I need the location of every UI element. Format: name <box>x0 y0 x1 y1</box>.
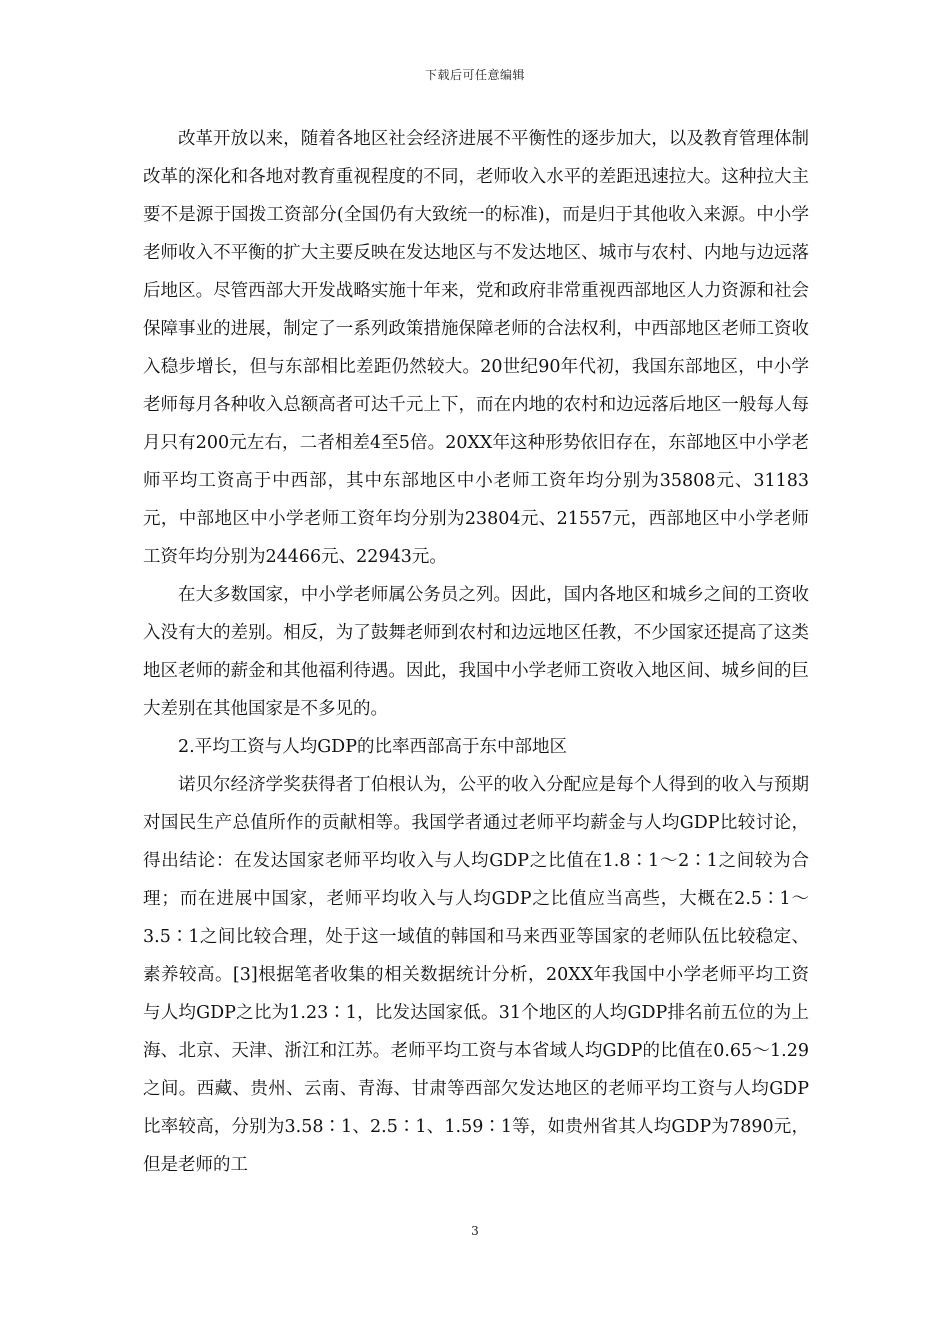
paragraph-other-countries: 在大多数国家，中小学老师属公务员之列。因此，国内各地区和城乡之间的工资收入没有大的差别。相反，为了鼓舞老师到农村和边远地区任教，不少国家还提高了这类地区老师的薪金和其他福利待遇。因此，我国中小学老师工资收入地区间、城乡间的巨大差别在其他国家是不多见的。 <box>143 585 809 719</box>
section-heading-gdp-ratio: 2.平均工资与人均GDP的比率西部高于东中部地区 <box>178 737 567 757</box>
page-number: 3 <box>471 1224 479 1238</box>
page-header: 下载后可任意编辑 <box>424 68 525 82</box>
document-body <box>143 120 809 1184</box>
paragraph-income-gap: 改革开放以来，随着各地区社会经济进展不平衡性的逐步加大，以及教育管理体制改革的深化和各地对教育重视程度的不同，老师收入水平的差距迅速拉大。这种拉大主要不是源于国拨工资部分(全国仍有大致统一的标准)，而是归于其他收入来源。中小学老师收入不平衡的扩大主要反映在发达地区与不发达地区、城市与农村、内地与边远落后地区。尽管西部大开发战略实施十年来，党和政府非常重视西部地区人力资源和社会保障事业的进展，制定了一系列政策措施保障老师的合法权利，中西部地区老师工资收入稳步增长，但与东部相比差距仍然较大。20世纪90年代初，我国东部地区，中小学老师每月各种收入总额高者可达千元上下，而在内地的农村和边远落后地区一般每人每月只有200元左右，二者相差4至5倍。20XX年这种形势依旧存在，东部地区中小学老师平均工资高于中西部，其中东部地区中小老师工资年均分别为35808元、31183元，中部地区中小学老师工资年均分别为23804元、21557元，西部地区中小学老师工资年均分别为24466元、22943元。 <box>143 129 809 567</box>
paragraph-gdp-ratio: 诺贝尔经济学奖获得者丁伯根认为，公平的收入分配应是每个人得到的收入与预期对国民生产总值所作的贡献相等。我国学者通过老师平均薪金与人均GDP比较讨论，得出结论：在发达国家老师平均收入与人均GDP之比值在1.8∶1～2∶1之间较为合理；而在进展中国家，老师平均收入与人均GDP之比值应当高些，大概在2.5∶1～3.5∶1之间比较合理，处于这一域值的韩国和马来西亚等国家的老师队伍比较稳定、素养较高。[3]根据笔者收集的相关数据统计分析，20XX年我国中小学老师平均工资与人均GDP之比为1.23∶1，比发达国家低。31个地区的人均GDP排名前五位的为上海、北京、天津、浙江和江苏。老师平均工资与本省域人均GDP的比值在0.65～1.29之间。西藏、贵州、云南、青海、甘肃等西部欠发达地区的老师平均工资与人均GDP比率较高，分别为3.58∶1、2.5∶1、1.59∶1等，如贵州省其人均GDP为7890元，但是老师的工 <box>143 775 809 1175</box>
